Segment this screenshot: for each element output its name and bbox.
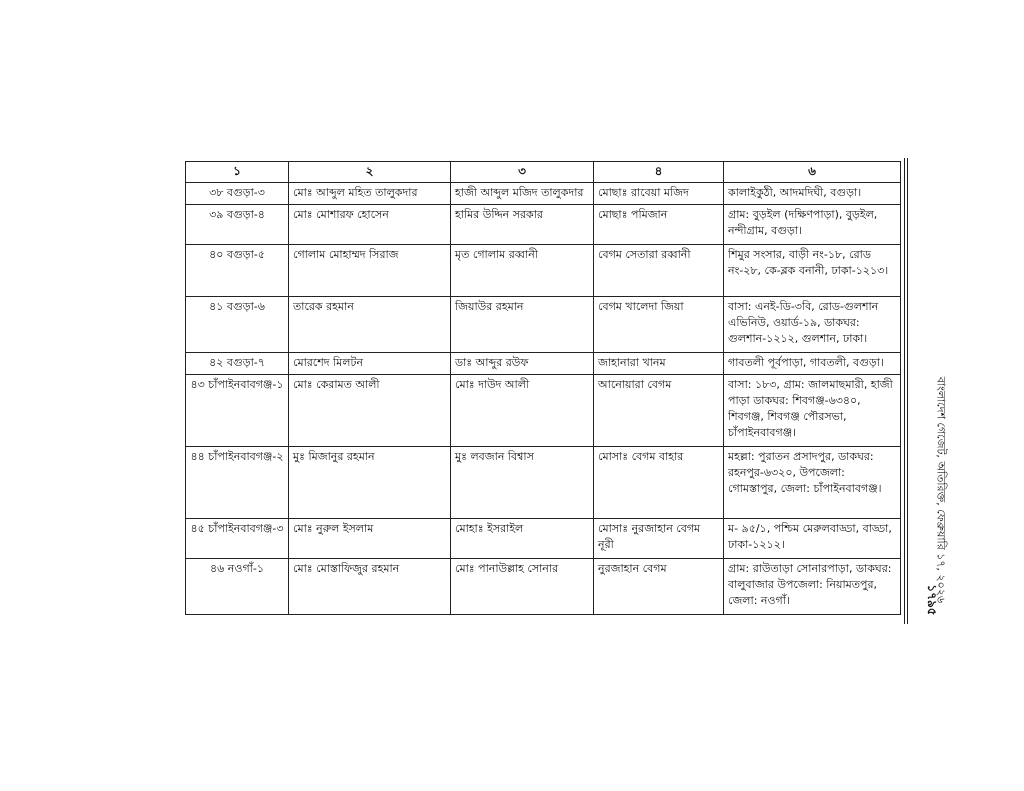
- father-name-cell: মুঃ লবজান বিশ্বাস: [451, 447, 594, 519]
- gazette-running-header: বাংলাদেশ গেজেট, অতিরিক্ত, ফেব্রুয়ারি ১৭, ২০২৬: [934, 376, 948, 604]
- constituency-cell: ৩৮ বগুড়া-৩: [186, 183, 289, 205]
- candidate-name-cell: তারেক রহমান: [289, 297, 451, 353]
- constituency-cell: ৪২ বগুড়া-৭: [186, 353, 289, 375]
- header-cell: ২: [289, 162, 451, 183]
- table-row: [186, 353, 901, 375]
- address-cell: কালাইকুঠী, আদমদিঘী, বগুড়া।: [724, 183, 901, 205]
- candidate-name-cell: মোঃ মোশারফ হোসেন: [289, 205, 451, 245]
- table-row: [186, 375, 901, 447]
- father-name-cell: মোঃ দাউদ আলী: [451, 375, 594, 447]
- father-name-cell: মৃত গোলাম রব্বানী: [451, 245, 594, 297]
- candidate-name-cell: মোঃ আব্দুল মহিত তালুকদার: [289, 183, 451, 205]
- candidate-name-cell: মোরশেদ মিলটন: [289, 353, 451, 375]
- mother-name-cell: বেগম খালেদা জিয়া: [594, 297, 724, 353]
- header-cell: ৩: [451, 162, 594, 183]
- constituency-cell: ৪১ বগুড়া-৬: [186, 297, 289, 353]
- mother-name-cell: নুরজাহান বেগম: [594, 559, 724, 615]
- mother-name-cell: মোসাঃ বেগম বাহার: [594, 447, 724, 519]
- mother-name-cell: আনোয়ারা বেগম: [594, 375, 724, 447]
- address-cell: গাবতলী পূর্বপাড়া, গাবতলী, বগুড়া।: [724, 353, 901, 375]
- candidate-table: [185, 161, 901, 615]
- mother-name-cell: মোসাঃ নুরজাহান বেগম নূরী: [594, 519, 724, 559]
- address-cell: শিমুর সংসার, বাড়ী নং-১৮, রোড নং-২৮, কে-ব্লক বনানী, ঢাকা-১২১৩।: [724, 245, 901, 297]
- candidate-name-cell: মোঃ নুরুল ইসলাম: [289, 519, 451, 559]
- header-cell: ৬: [724, 162, 901, 183]
- table-row: [186, 447, 901, 519]
- address-cell: ম- ৯৫/১, পশ্চিম মেরুলবাড্ডা, বাড্ডা, ঢাকা-১২১২।: [724, 519, 901, 559]
- constituency-cell: ৪০ বগুড়া-৫: [186, 245, 289, 297]
- header-cell: ৪: [594, 162, 724, 183]
- mother-name-cell: জাহানারা খানম: [594, 353, 724, 375]
- candidate-name-cell: মুঃ মিজানুর রহমান: [289, 447, 451, 519]
- address-cell: গ্রাম: বুড়ইল (দক্ষিণপাড়া), বুড়ইল, নন্দীগ্রাম, বগুড়া।: [724, 205, 901, 245]
- table-row: [186, 183, 901, 205]
- constituency-cell: ৪৪ চাঁপাইনবাবগঞ্জ-২: [186, 447, 289, 519]
- father-name-cell: মোহাঃ ইসরাইল: [451, 519, 594, 559]
- address-cell: বাসা: ১৮৩, গ্রাম: জালমাছমারী, হাজী পাড়া ডাকঘর: শিবগঞ্জ-৬৩৪০, শিবগঞ্জ, শিবগঞ্জ পৌরসভা, চাঁপাইনবাবগঞ্জ।: [724, 375, 901, 447]
- candidate-name-cell: মোঃ মোস্তাফিজুর রহমান: [289, 559, 451, 615]
- table-row: [186, 519, 901, 559]
- table-row: [186, 559, 901, 615]
- father-name-cell: ডাঃ আব্দুর রউফ: [451, 353, 594, 375]
- father-name-cell: মোঃ পানাউল্লাহ সোনার: [451, 559, 594, 615]
- constituency-cell: ৪৬ নওগাঁ-১: [186, 559, 289, 615]
- constituency-cell: ৩৯ বগুড়া-৪: [186, 205, 289, 245]
- candidate-name-cell: মোঃ কেরামত আলী: [289, 375, 451, 447]
- table-row: [186, 205, 901, 245]
- mother-name-cell: বেগম সেতারা রব্বানী: [594, 245, 724, 297]
- candidate-name-cell: গোলাম মোহাম্মদ সিরাজ: [289, 245, 451, 297]
- father-name-cell: হাজী আব্দুল মজিদ তালুকদার: [451, 183, 594, 205]
- address-cell: মহল্লা: পুরাতন প্রসাদপুর, ডাকঘর: রহনপুর-৬৩২০, উপজেলা: গোমস্তাপুর, জেলা: চাঁপাইনবাবগঞ্জ।: [724, 447, 901, 519]
- constituency-cell: ৪৩ চাঁপাইনবাবগঞ্জ-১: [186, 375, 289, 447]
- page-number: ১৭৯৫: [925, 584, 939, 616]
- header-row: [186, 162, 901, 183]
- father-name-cell: হামির উদ্দিন সরকার: [451, 205, 594, 245]
- mother-name-cell: মোছাঃ রাবেয়া মজিদ: [594, 183, 724, 205]
- mother-name-cell: মোছাঃ পমিজান: [594, 205, 724, 245]
- address-cell: গ্রাম: রাউতাড়া সোনারপাড়া, ডাকঘর: বালুবাজার উপজেলা: নিয়ামতপুর, জেলা: নওগাঁ।: [724, 559, 901, 615]
- address-cell: বাসা: এনই-ডি-৩বি, রোড-গুলশান এভিনিউ, ওয়ার্ড-১৯, ডাকঘর: গুলশান-১২১২, গুলশান, ঢাকা।: [724, 297, 901, 353]
- constituency-cell: ৪৫ চাঁপাইনবাবগঞ্জ-৩: [186, 519, 289, 559]
- table-row: [186, 245, 901, 297]
- header-cell: ১: [186, 162, 289, 183]
- margin-rule: [907, 158, 908, 624]
- table-row: [186, 297, 901, 353]
- father-name-cell: জিয়াউর রহমান: [451, 297, 594, 353]
- margin-rule: [904, 158, 905, 624]
